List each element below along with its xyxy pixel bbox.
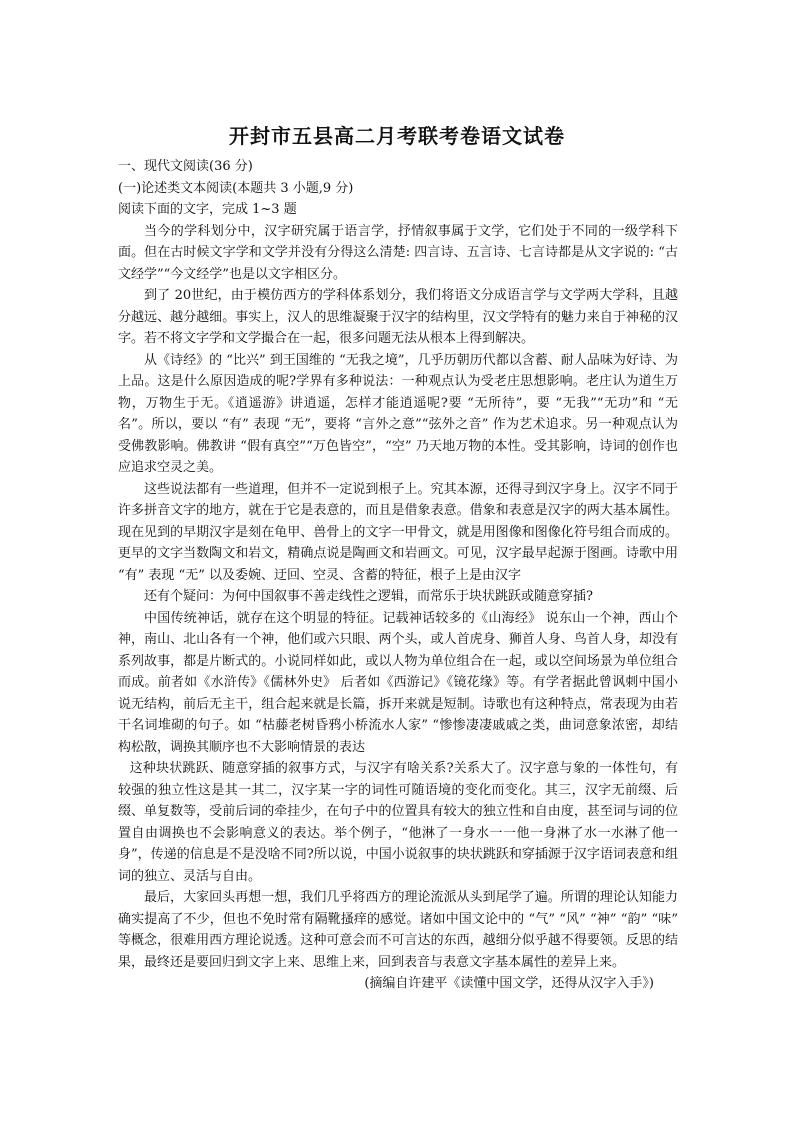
paragraph-8: 最后，大家回头再想一想，我们几乎将西方的理论流派从头到尾学了遍。所谓的理论认知能力确实提高了不少，但也不免时常有隔靴搔痒的感觉。诸如中国文论中的 “气” “风” “神” “韵” “味” 等概念，很难用西方理论说透。这种可意会而不可言达的东西，越细分似乎越不得要领。反思的结果，最终还是要回归到文字上来、思维上来，回到表音与表意文字基本属性的差异上来。 xyxy=(118,890,678,970)
paragraph-7: 这种块状跳跃、随意穿插的叙事方式，与汉字有啥关系?关系大了。汉字意与象的一体性句，有较强的独立性这是其一其二，汉字某一字的词性可随语境的变化而变化。其三，汉字无前缀、后缀、单复数等，受前后词的牵挂少，在句子中的位置具有较大的独立性和自由度，甚至词与词的位置自由调换也不会影响意义的表达。举个例子，“他淋了一身水一一他一身淋了水一水淋了他一身”，传递的信息是不是没啥不同?所以说，中国小说叙事的块状跳跃和穿插源于汉字语词表意和组词的独立、灵活与自由。 xyxy=(118,761,678,884)
reading-instruction: 阅读下面的文字，完成 1~3 题 xyxy=(118,202,297,217)
source-citation: (摘编自许建平《读懂中国文学，还得从汉字入手》) xyxy=(364,976,654,991)
paragraph-5: 还有个疑问：为何中国叙事不善走线性之逻辑，而常乐于块状跳跃或随意穿插? xyxy=(144,589,593,604)
subsection-heading: (一)论述类文本阅读(本题共 3 小题,9 分) xyxy=(118,180,354,196)
page-title: 开封市五县高二月考联考卷语文试卷 xyxy=(229,124,565,148)
paragraph-3: 从《诗经》的 “比兴” 到王国维的 “无我之境”，几乎历朝历代都以含蓄、耐人品味为好诗、为上品。这是什么原因造成的呢?学界有多种说法：一种观点认为受老庄思想影响。老庄认为道生万物，万物生于无。《逍遥游》讲逍遥，怎样才能逍遥呢?要 “无所待”，要 “无我”“无功”和 “无名”。所以，要以 “有” 表现 “无”，要将 “言外之意”“弦外之音” 作为艺术追求。另一种观点认为受佛教影响。佛教讲 “假有真空”“万色皆空”，“空” 乃天地万物的本性。受其影响，诗词的创作也应追求空灵之美。 xyxy=(118,352,678,475)
section-heading: 一、现代文阅读(36 分) xyxy=(118,159,253,174)
paragraph-1: 当今的学科划分中，汉字研究属于语言学，抒情叙事属于文学，它们处于不同的一级学科下面。但在古时候文字学和文学并没有分得这么清楚: 四言诗、五言诗、七言诗都是从文字说的: “古文经学”“今文经学”也是以文字相区分。 xyxy=(118,223,678,282)
paragraph-4: 这些说法都有一些道理，但并不一定说到根子上。究其本源，还得寻到汉字身上。汉字不同于许多拼音文字的地方，就在于它是表意的，而且是借象表意。借象和表意是汉字的两大基本属性。现在见到的早期汉字是刻在龟甲、兽骨上的文字一甲骨文，就是用图像和图像化符号组合而成的。更早的文字当数陶文和岩文，精确点说是陶画文和岩画文。可见，汉字最早起源于图画。诗歌中用 “有” 表现 “无” 以及委婉、迂回、空灵、含蓄的特征，根子上是由汉字 xyxy=(118,481,678,583)
paragraph-2: 到了 20世纪，由于模仿西方的学科体系划分，我们将语文分成语言学与文学两大学科，且越分越远、越分越细。事实上，汉人的思维凝聚于汉字的结构里，汉文学特有的魅力来自于神秘的汉字。若不将文字学和文学撮合在一起，很多问题无法从根本上得到解决。 xyxy=(118,288,678,346)
reading-passage xyxy=(118,156,678,995)
paragraph-6: 中国传统神话，就存在这个明显的特征。记载神话较多的《山海经》 说东山一个神，西山个神，南山、北山各有一个神，他们或六只眼、两个头，或人首虎身、狮首人身、鸟首人身，却没有系列故事，都是片断式的。小说同样如此，或以人物为单位组合在一起，或以空间场景为单位组合而成。前者如《水浒传》《儒林外史》 后者如《西游记》《镜花缘》等。有学者据此曾讽刺中国小说无结构，前后无主干，组合起来就是长篇，拆开来就是短制。诗歌也有这种特点，常表现为由若干名词堆砌的句子。如 “枯藤老树昏鸦小桥流水人家” “惨惨凄凄戚戚之类，曲词意象浓密，却结构松散，调换其顺序也不大影响情景的表达 xyxy=(118,610,678,755)
